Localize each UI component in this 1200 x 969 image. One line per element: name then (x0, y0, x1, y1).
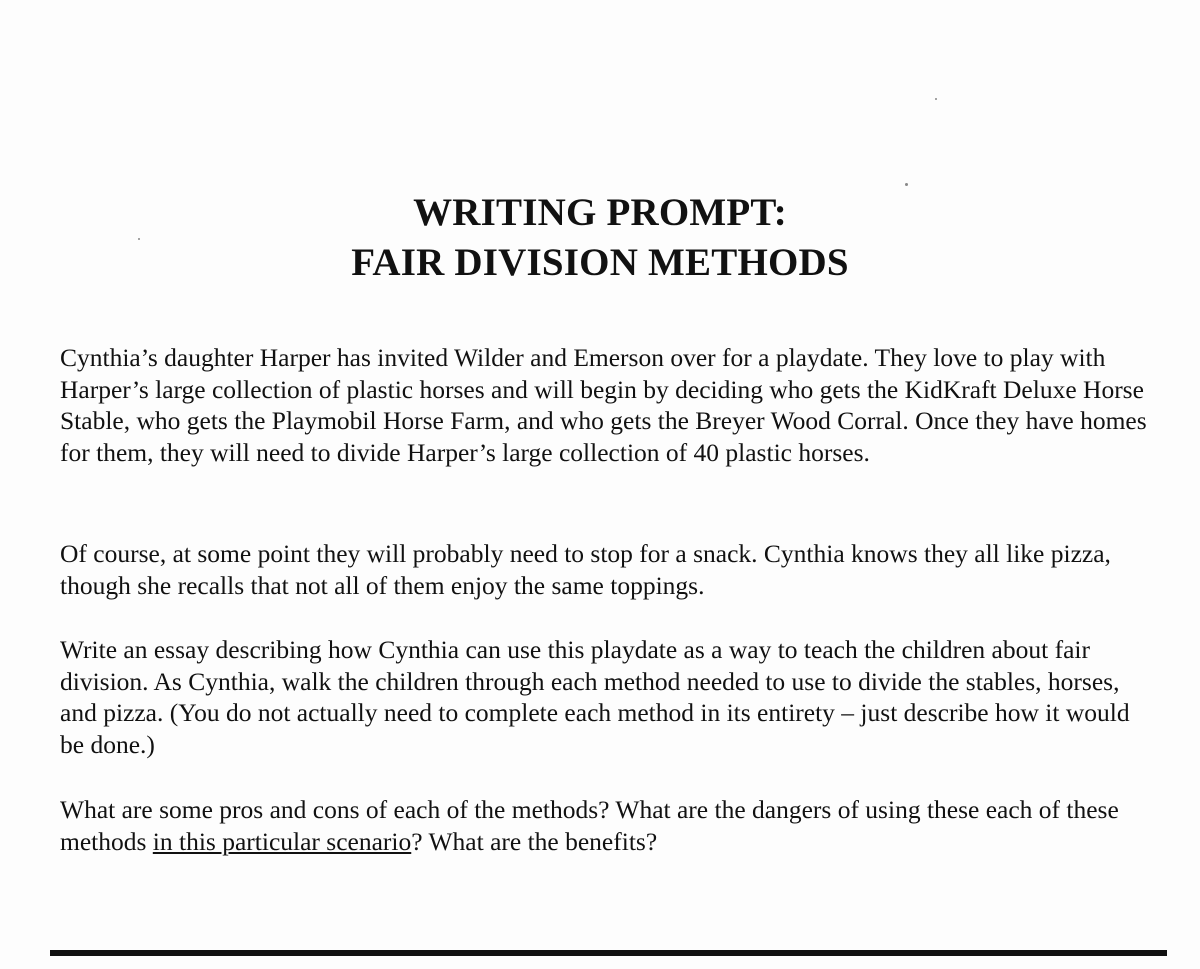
underlined-phrase: in this particular scenario (152, 826, 412, 856)
title-line-1: WRITING PROMPT: (413, 191, 787, 234)
title-line-2: FAIR DIVISION METHODS (351, 241, 849, 284)
page-title (0, 188, 1200, 288)
scan-speck (905, 183, 908, 186)
questions-text-before: What are some pros and cons of each of the methods? What are the dangers of using these each of these methods (60, 795, 1119, 856)
paragraph-questions (60, 794, 1150, 857)
paragraph-scenario: Cynthia’s daughter Harper has invited Wilder and Emerson over for a playdate. They love to play with Harper’s large collection of plastic horses and will begin by deciding who gets the KidKraft Deluxe Horse Stable, who gets the Playmobil Horse Farm, and who gets the Breyer Wood Corral. Once they have homes for them, they will need to divide Harper’s large collection of 40 plastic horses. (60, 343, 1147, 467)
paragraph-essay-instructions: Write an essay describing how Cynthia can use this playdate as a way to teach the children about fair division. As Cynthia, walk the children through each method needed to use to divide the stables, horses, and pizza. (You do not actually need to complete each method in its entirety – just describe how it would be done.) (60, 635, 1130, 759)
bottom-rule-divider (50, 950, 1167, 956)
paragraph-snack: Of course, at some point they will probably need to stop for a snack. Cynthia knows they all like pizza, though she recalls that not all of them enjoy the same toppings. (60, 539, 1111, 600)
scan-speck (935, 98, 937, 100)
questions-text-after: ? What are the benefits? (411, 826, 658, 856)
